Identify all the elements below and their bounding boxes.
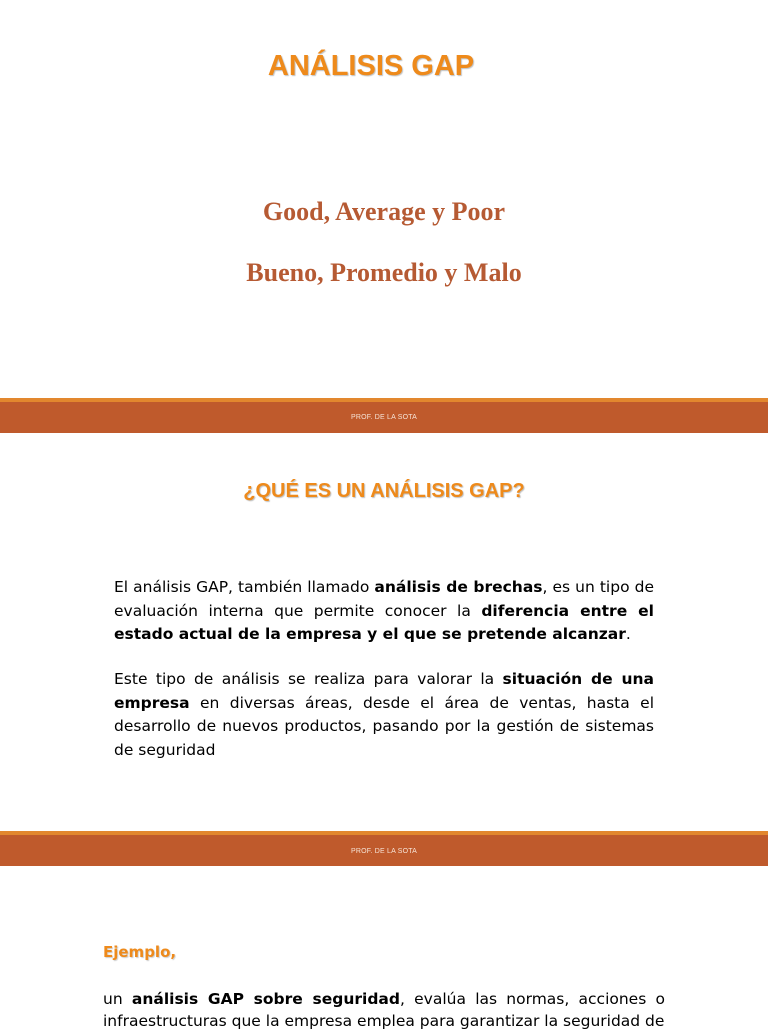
text-run: . (625, 625, 631, 643)
subtitle-spanish: Bueno, Promedio y Malo (246, 258, 522, 287)
slide-title (0, 0, 768, 398)
text-run: , es un tipo de evaluación interna que permite conocer la (114, 578, 654, 620)
slide-footer-band (0, 831, 768, 866)
text-run: Este tipo de análisis se realiza para valorar la (114, 670, 503, 688)
slide-footer-band (0, 398, 768, 433)
example-paragraph (103, 988, 665, 1032)
slide-title-heading: ANÁLISIS GAP (267, 50, 475, 82)
text-run: un (103, 990, 132, 1008)
bold-text-run: situación de una empresa (114, 670, 654, 712)
definition-paragraph (114, 576, 654, 647)
footer-accent-line (0, 398, 768, 402)
slide-definition-heading: ¿QUÉ ES UN ANÁLISIS GAP? (243, 480, 525, 502)
subtitle-english: Good, Average y Poor (262, 197, 506, 226)
footer-author: PROF. DE LA SOTA (350, 414, 418, 421)
example-heading: Ejemplo, (103, 943, 177, 961)
bold-text-run: diferencia entre el estado actual de la empresa y el que se pretende alcanzar (114, 601, 654, 643)
bold-text-run: análisis de brechas (374, 578, 543, 596)
slide-example (0, 866, 768, 1030)
text-run: , evalúa las normas, acciones o infraestructuras que la empresa emplea para garantizar la seguridad de (103, 990, 665, 1030)
slide-definition (0, 433, 768, 831)
purpose-paragraph (114, 668, 654, 762)
footer-accent-line (0, 831, 768, 835)
bold-text-run: análisis GAP sobre seguridad (131, 990, 400, 1008)
footer-author: PROF. DE LA SOTA (350, 848, 418, 855)
text-run: El análisis GAP, también llamado (114, 578, 375, 596)
text-run: en diversas áreas, desde el área de ventas, hasta el desarrollo de nuevos productos, pasando por la gestión de sistemas de seguridad (114, 693, 654, 759)
